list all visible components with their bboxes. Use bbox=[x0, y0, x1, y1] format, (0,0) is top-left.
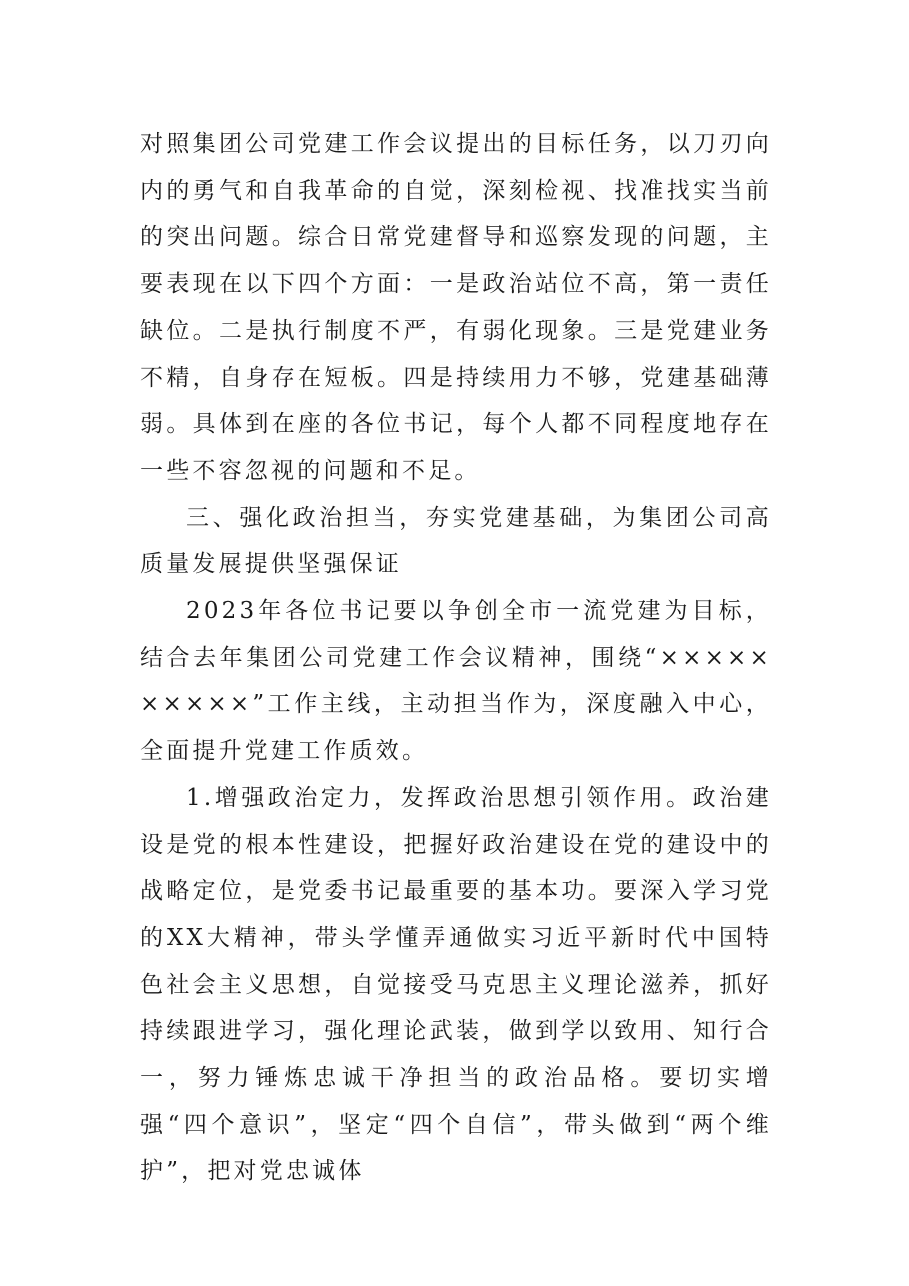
section-heading-three: 三、强化政治担当，夯实党建基础，为集团公司高质量发展提供坚强保证 bbox=[140, 504, 772, 578]
paragraph-problems-summary: 对照集团公司党建工作会议提出的目标任务，以刀刃向内的勇气和自我革命的自觉，深刻检视、找准找实当前的突出问题。综合日常党建督导和巡察发现的问题，主要表现在以下四个方面：一是政治站位不高，第一责任缺位。二是执行制度不严，有弱化现象。三是党建业务不精，自身存在短板。四是持续用力不够，党建基础薄弱。具体到在座的各位书记，每个人都不同程度地存在一些不容忽视的问题和不足。 bbox=[140, 131, 772, 484]
paragraph-item-one: 1.增强政治定力，发挥政治思想引领作用。政治建设是党的根本性建设，把握好政治建设在党的建设中的战略定位，是党委书记最重要的基本功。要深入学习党的XX大精神，带头学懂弄通做实习近平新时代中国特色社会主义思想，自觉接受马克思主义理论滋养，抓好持续跟进学习，强化理论武装，做到学以致用、知行合一，努力锤炼忠诚干净担当的政治品格。要切实增强“四个意识”，坚定“四个自信”，带头做到“两个维护”，把对党忠诚体 bbox=[140, 784, 772, 1185]
document-body bbox=[140, 121, 772, 1195]
paragraph-section-three-intro: 2023年各位书记要以争创全市一流党建为目标，结合去年集团公司党建工作会议精神，围绕“××××××××××”工作主线，主动担当作为，深度融入中心，全面提升党建工作质效。 bbox=[140, 598, 772, 765]
